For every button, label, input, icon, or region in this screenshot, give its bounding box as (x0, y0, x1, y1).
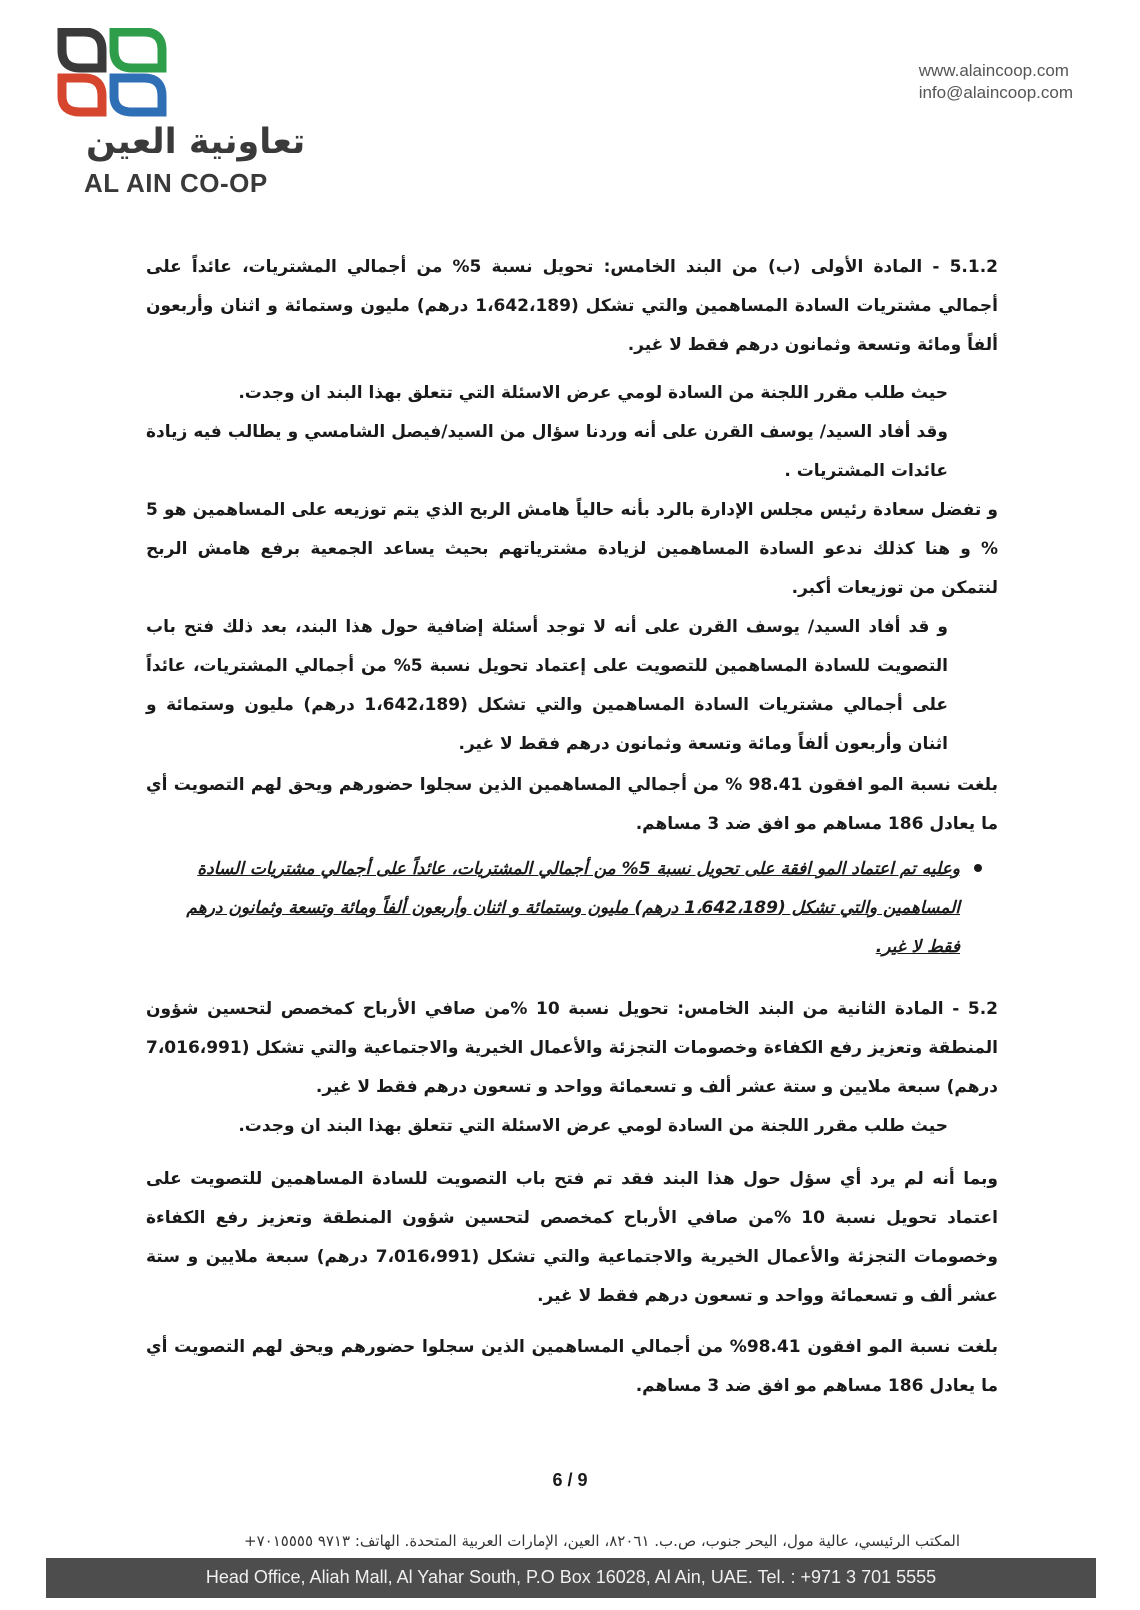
email-link[interactable]: info@alaincoop.com (918, 83, 1073, 102)
question-block (146, 374, 998, 764)
voting-block-2 (146, 1160, 998, 1316)
contact-info (919, 60, 1073, 104)
resolution-bullet (170, 850, 960, 967)
vote-result-2 (146, 1328, 998, 1406)
al-ain-coop-logo (40, 28, 175, 118)
paragraph-question-received: وقد أفاد السيد/ يوسف القرن على أنه وردنا سؤال من السيد/فيصل الشامسي و يطالب فيه زيادة عائدات المشتريات . (146, 422, 948, 481)
paragraph-voting-opened-2: وبما أنه لم يرد أي سؤل حول هذا البند فقد تم فتح باب التصويت للسادة المساهمين للتصويت على اعتماد تحويل نسبة 10 %من صافي الأرباح كمخصص لتحسين شؤون المنطقة وتعزيز رفع الكفاءة وخصومات التجزئة والأعمال الخيرية والاجتماعية والتي تشكل (7،016،991 درهم) سبعة ملايين و ستة عشر ألف و تسعمائة وواحد و تسعون درهم فقط لا غير. (146, 1169, 998, 1306)
brand-name-arabic: تعاونية العين (86, 122, 306, 162)
paragraph-vote-result-1: بلغت نسبة المو افقون 98.41 % من أجمالي المساهمين الذين سجلوا حضورهم ويحق لهم التصويت أي ما يعادل 186 مساهم مو افق ضد 3 مساهم. (146, 775, 998, 834)
bullet-dot (974, 864, 982, 872)
paragraph-5-2: 5.2 - المادة الثانية من البند الخامس: تحويل نسبة 10 %من صافي الأرباح كمخصص لتحسين شؤون المنطقة وتعزيز رفع الكفاءة وخصومات التجزئة والأعمال الخيرية والاجتماعية والتي تشكل (7،016،991 درهم) سبعة ملايين و ستة عشر ألف و تسعمائة وواحد و تسعون درهم فقط لا غير. (146, 999, 999, 1097)
paragraph-5-1-2: 5.1.2 - المادة الأولى (ب) من البند الخامس: تحويل نسبة 5% من أجمالي المشتريات، عائداً على أجمالي مشتريات السادة المساهمين والتي تشكل (1،642،189 درهم) مليون وستمائة و اثنان وأربعون ألفاً ومائة وتسعة وثمانون درهم فقط لا غير. (146, 257, 998, 355)
footer-address-english: Head Office, Aliah Mall, Al Yahar South, P.O Box 16028, Al Ain, UAE. Tel. : +971 3 701 5555 (205, 1567, 937, 1587)
vote-result-1 (146, 766, 998, 844)
section-5-1-2 (146, 248, 998, 365)
brand-name-english: AL AIN CO-OP (84, 168, 268, 198)
paragraph-vote-result-2: بلغت نسبة المو افقون 98.41% من أجمالي المساهمين الذين سجلوا حضورهم ويحق لهم التصويت أي ما يعادل 186 مساهم مو افق ضد 3 مساهم. (146, 1337, 998, 1396)
resolution-text: وعليه تم اعتماد المو افقة على تحويل نسبة 5% من أجمالي المشتريات، عائداً على أجمالي مشتريات السادة المساهمين والتي تشكل (1،642،189 درهم) مليون وستمائة و اثنان وأربعون ألفاً ومائة وتسعة وثمانون درهم فقط لا غير. (186, 859, 960, 957)
section-5-2 (146, 990, 998, 1146)
footer-bar (46, 1558, 1096, 1598)
paragraph-questions-request-2: حيث طلب مقرر اللجنة من السادة لومي عرض الاسئلة التي تتعلق بهذا البند ان وجدت. (238, 1116, 948, 1136)
footer-address-arabic: المكتب الرئيسي، عالية مول، اليحر جنوب، ص.ب. ٨٢٠٦١، العين، الإمارات العربية المتحدة. الهاتف: ٩٧١٣ ٧٠١٥٥٥٥+ (244, 1532, 960, 1550)
paragraph-chairman-reply: و تفضل سعادة رئيس مجلس الإدارة بالرد بأنه حالياً هامش الربح الذي يتم توزيعه على المساهمين هو 5 % و هنا كذلك ندعو السادة المساهمين لزيادة مشترياتهم بحيث يساعد الجمعية برفع هامش الربح لنتمكن من توزيعات أكبر. (146, 500, 998, 598)
website-link[interactable]: www.alaincoop.com (918, 61, 1069, 80)
paragraph-questions-request: حيث طلب مقرر اللجنة من السادة لومي عرض الاسئلة التي تتعلق بهذا البند ان وجدت. (238, 383, 948, 403)
paragraph-voting-opened: و قد أفاد السيد/ يوسف القرن على أنه لا توجد أسئلة إضافية حول هذا البند، بعد ذلك فتح باب التصويت للسادة المساهمين للتصويت على إعتماد تحويل نسبة 5% من أجمالي المشتريات، عائداً على أجمالي مشتريات السادة المساهمين والتي تشكل (1،642،189 درهم) مليون وستمائة و اثنان وأربعون ألفاً ومائة وتسعة وثمانون درهم فقط لا غير. (146, 617, 948, 754)
page-number: 6 / 9 (552, 1470, 588, 1490)
